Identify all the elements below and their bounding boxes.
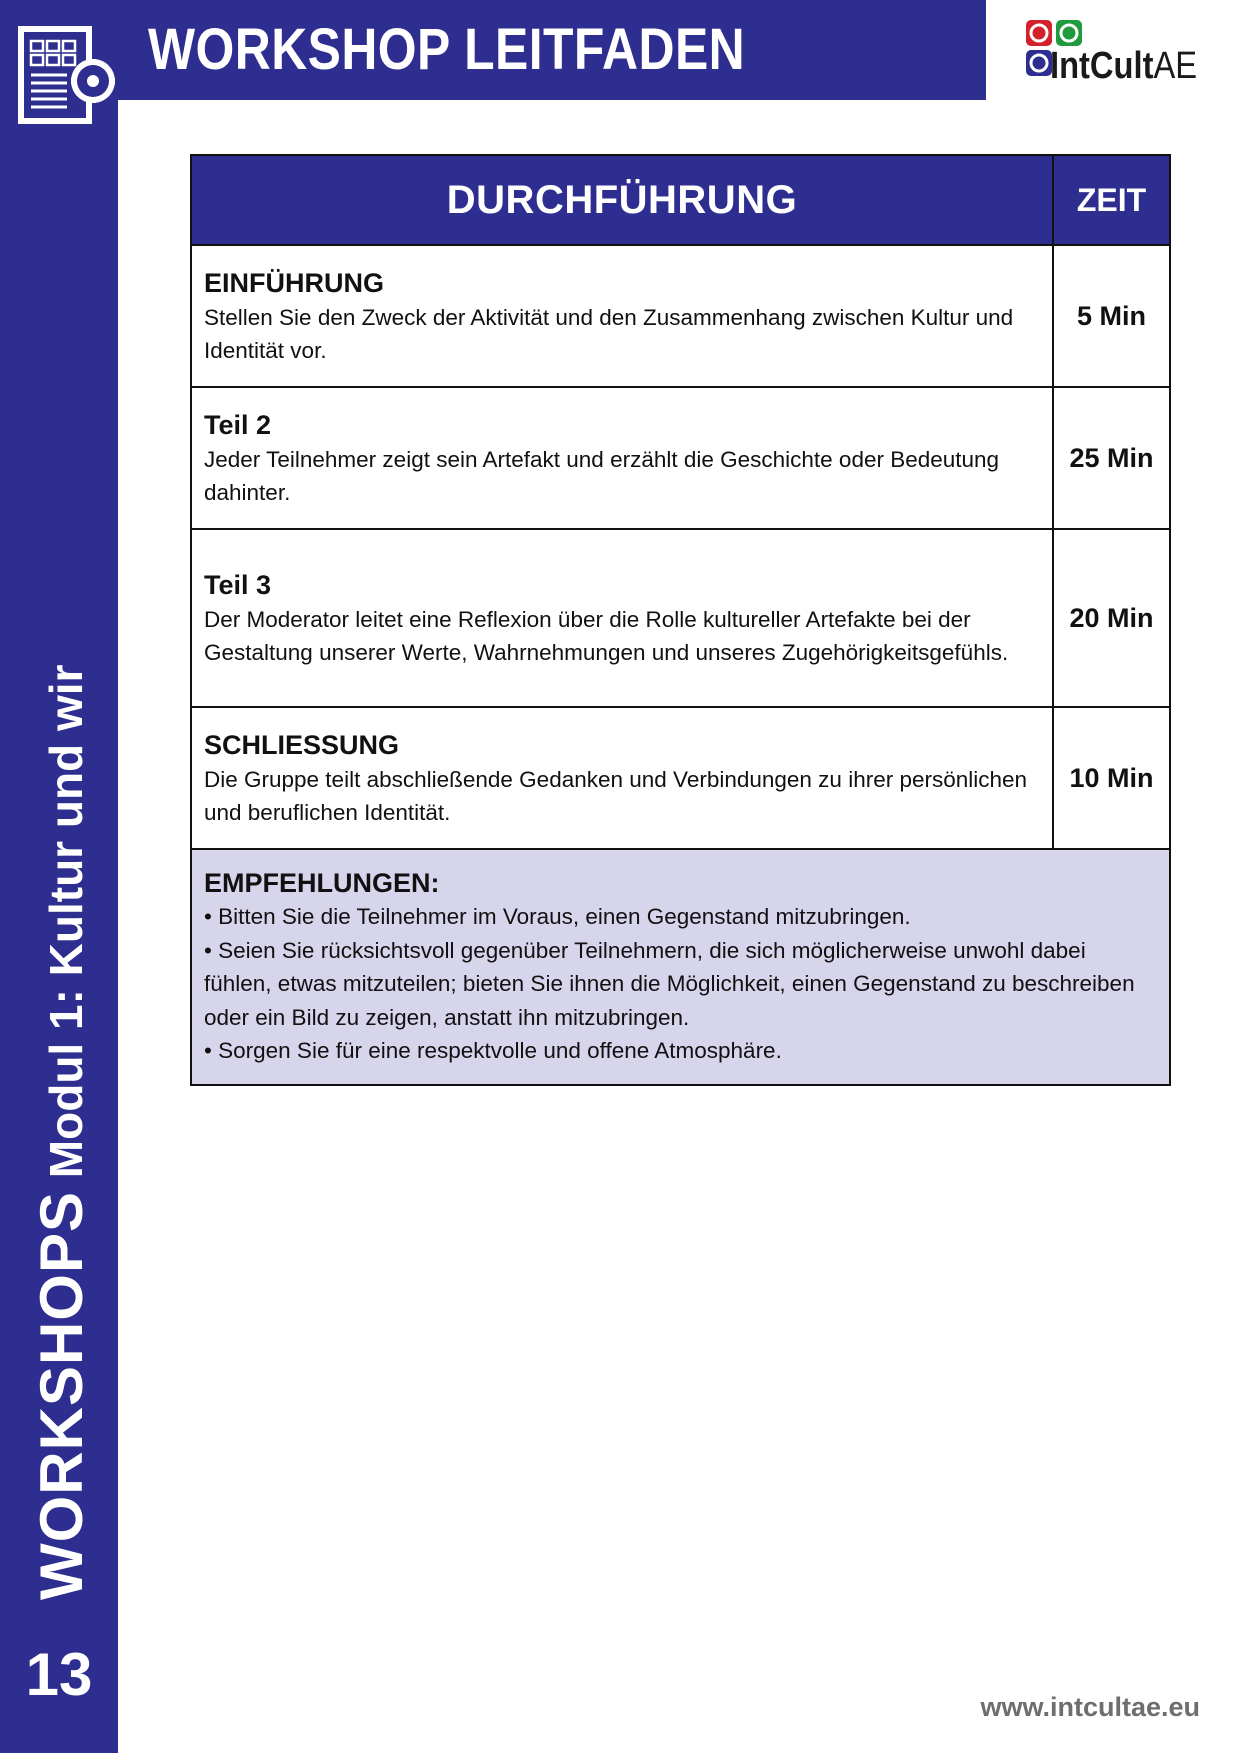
footer-website-link[interactable]: www.intcultae.eu: [980, 1692, 1200, 1722]
table-row: [191, 707, 1170, 849]
column-header-procedure: DURCHFÜHRUNG: [191, 155, 1053, 245]
phase-time: 5 Min: [1053, 245, 1170, 387]
phase-title: Teil 3: [204, 570, 272, 600]
phase-cell: [191, 707, 1053, 849]
table-row: [191, 245, 1170, 387]
workshop-document-gear-icon: [17, 25, 117, 130]
recommendations-title: EMPFEHLUNGEN:: [204, 868, 440, 898]
recommendation-item: • Sorgen Sie für eine respektvolle und offene Atmosphäre.: [204, 1038, 782, 1063]
phase-title: Teil 2: [204, 410, 272, 440]
phase-description: Stellen Sie den Zweck der Aktivität und den Zusammenhang zwischen Kultur und Identität vor.: [204, 305, 1014, 363]
table-row: [191, 387, 1170, 529]
page-number: 13: [25, 1641, 93, 1708]
phase-time: 25 Min: [1053, 387, 1170, 529]
recommendations-row: [191, 849, 1170, 1085]
phase-cell: [191, 529, 1053, 707]
phase-cell: [191, 387, 1053, 529]
page-title: WORKSHOP LEITFADEN: [148, 17, 746, 82]
phase-description: Jeder Teilnehmer zeigt sein Artefakt und erzählt die Geschichte oder Bedeutung dahinter.: [204, 447, 1000, 505]
sidebar-vertical-title: WORKSHOPS Modul 1: Kultur und wir: [28, 664, 95, 1600]
phase-title: EINFÜHRUNG: [204, 268, 384, 298]
column-header-time: ZEIT: [1053, 155, 1170, 245]
table-row: [191, 529, 1170, 707]
recommendation-item: • Seien Sie rücksichtsvoll gegenüber Teilnehmern, die sich möglicherweise unwohl dabei fühlen, etwas mitzuteilen; bieten Sie ihnen die Möglichkeit, einen Gegenstand zu beschreiben oder ein Bild zu zeigen, anstatt ihn mitzubringen.: [204, 937, 1135, 1030]
workshop-guide-table: [190, 154, 1171, 1086]
phase-title: SCHLIESSUNG: [204, 730, 400, 760]
phase-description: Der Moderator leitet eine Reflexion über die Rolle kultureller Artefakte bei der Gestaltung unserer Werte, Wahrnehmungen und unseres Zugehörigkeitsgefühls.: [204, 607, 1009, 665]
recommendation-item: • Bitten Sie die Teilnehmer im Voraus, einen Gegenstand mitzubringen.: [204, 904, 911, 929]
recommendations-cell: [191, 849, 1170, 1085]
table-header-row: [191, 155, 1170, 245]
logo-wordmark: IntCultAE: [1050, 45, 1198, 87]
phase-time: 10 Min: [1053, 707, 1170, 849]
phase-description: Die Gruppe teilt abschließende Gedanken und Verbindungen zu ihrer persönlichen und beruflichen Identität.: [204, 767, 1028, 825]
phase-cell: [191, 245, 1053, 387]
phase-time: 20 Min: [1053, 529, 1170, 707]
